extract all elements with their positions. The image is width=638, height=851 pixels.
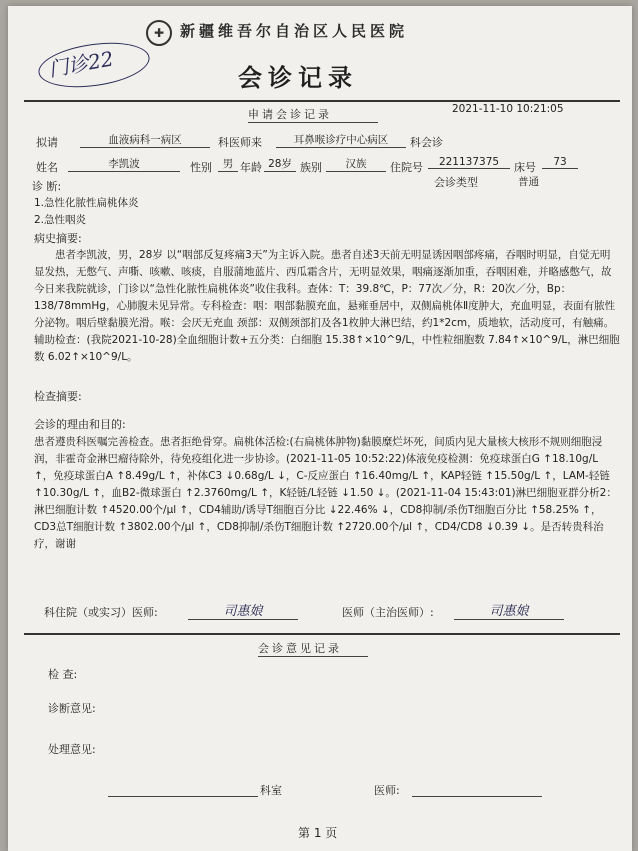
reason-text: 患者遵贵科医嘱完善检查。患者拒绝骨穿。扁桃体活检:(右扁桃体肿物)黏膜糜烂坏死，间质内见大量核大核形不规则细胞浸润，非霍奇金淋巴瘤待除外，待免疫组化进一步协诊。(2021-11-05 10:52:22)体液免疫检测：免疫球蛋白G ↑18.10g/L ↑，免疫球蛋白A ↑8.49g/L ↑，补体C3 ↓0.68g/L ↓，C-反应蛋白 ↑16.40mg/L ↑，KAP轻链 ↑15.50g/L ↑，LAM-轻链 ↑10.30g/L ↑，血B2-微球蛋白 ↑2.3760mg/L ↑，K轻链/L轻链 ↓1.50 ↓。(2021-11-04 15:43:01)淋巴细胞亚群分析2：淋巴细胞计数 ↑4520.00个/μl ↑，CD4辅助/诱导T细胞百分比 ↓22.46% ↓，CD8抑制/杀伤T细胞百分比 ↑58.25% ↑，CD3总T细胞计数 ↑3802.00个/μl ↑，CD8抑制/杀伤T细胞计数 ↑2720.00个/μl ↑，CD4/CD8 ↓0.39 ↓。是否转贵科治疗，谢谢 [34,436,617,550]
label-age: 年龄 [240,161,262,174]
label-opinion-diagnosis: 诊断意见: [48,702,96,715]
subhead-underline [248,122,378,123]
label-ethnic: 族别 [300,161,322,174]
top-rule [24,100,620,102]
label-request: 拟请 [36,136,58,149]
label-opinion-doctor: 医师: [374,784,400,797]
label-diagnosis: 诊 断: [32,180,62,193]
history-text: 患者李凯波，男，28岁 以“咽部反复疼痛3天”为主诉入院。患者自述3天前无明显诱因咽部疼痛，吞咽时明显，自觉无明显发热，无憋气、声嘶、咳嗽、咳痰，自服蒲地蓝片、西瓜霜含片，无明显效果，咽痛逐渐加重，吞咽困难，并略感憋气，故今日来我院就诊，门诊以“急性化脓性扁桃体炎”收住我科。查体：T：39.8℃，P：77次／分，R：20次／分，Bp：138/78mmHg，心肺腹未见异常。专科检查：咽：咽部黏膜充血，悬雍垂居中，双侧扁桃体Ⅱ度肿大，充血明显，表面有脓性分泌物。咽后壁黏膜光滑。喉：会厌无充血 颈部：双侧颈部扪及各1枚肿大淋巴结，约1*2cm，质地软，活动度可，有触痛。辅助检查：(我院2021-10-28)全血细胞计数+五分类：白细胞 15.38↑×10^9/L，中性粒细胞数 7.84↑×10^9/L，淋巴细胞数 6.02↑×10^9/L。 [34,249,620,363]
label-dept: 科室 [260,784,282,797]
label-attending: 医师（主治医师）: [342,606,434,619]
patient-ethnic: 汉族 [326,156,386,172]
dept-requested: 血液病科一病区 [80,132,210,148]
document-page [8,6,632,851]
label-bed: 床号 [514,161,536,174]
request-section-title: 申请会诊记录 [248,108,332,121]
dept-line [108,796,258,797]
patient-age: 28岁 [264,156,296,172]
opinion-underline [258,656,368,657]
document-title: 会诊记录 [238,64,358,92]
page-number: 第 1 页 [298,826,338,840]
middle-rule [24,633,620,635]
label-sex: 性别 [190,161,212,174]
diagnosis-1: 1.急性化脓性扁桃体炎 [34,197,139,209]
label-admission: 住院号 [390,161,423,174]
doctor-line [412,796,542,797]
label-consult-type: 会诊类型 [434,176,478,189]
opinion-section-title: 会诊意见记录 [258,642,342,655]
consult-type: 普通 [518,176,539,188]
patient-sex: 男 [218,156,238,172]
label-reason: 会诊的理由和目的: [34,418,126,431]
handwritten-note: 门诊22 [46,46,116,82]
admission-number: 221137375 [428,156,510,169]
label-history: 病史摘要: [34,232,82,245]
label-resident: 科住院（或实习）医师: [44,606,158,619]
label-consult: 科会诊 [410,136,443,149]
request-datetime: 2021-11-10 10:21:05 [452,103,564,115]
label-opinion-treatment: 处理意见: [48,743,96,756]
hospital-name: 新疆维吾尔自治区人民医院 [180,22,409,40]
label-exam-summary: 检查摘要: [34,390,82,403]
label-name: 姓名 [36,161,58,174]
hospital-logo: ✚ [146,20,172,46]
patient-name: 李凯波 [68,156,180,172]
resident-signature: 司惠娘 [188,600,298,620]
dept-from: 耳鼻喉诊疗中心病区 [276,132,406,148]
label-doctor-come: 科医师来 [218,136,262,149]
diagnosis-2: 2.急性咽炎 [34,214,87,226]
attending-signature: 司惠娘 [454,600,564,620]
label-opinion-exam: 检 查: [48,668,78,681]
bed-number: 73 [542,156,578,169]
